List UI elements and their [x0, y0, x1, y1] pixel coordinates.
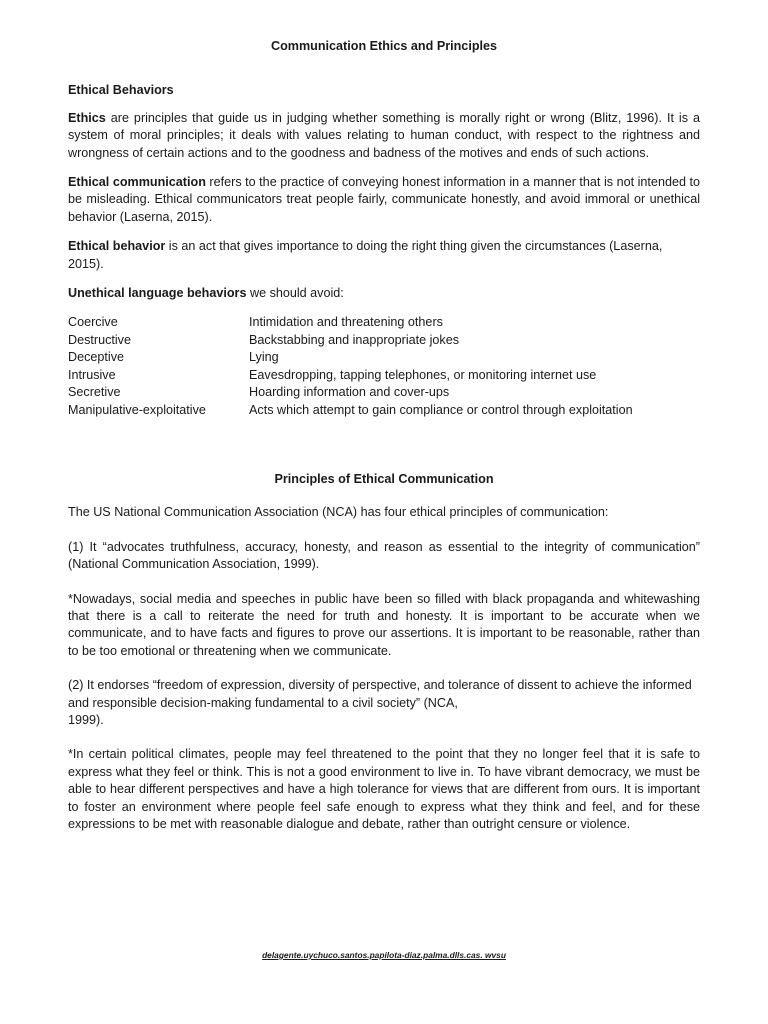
behavior-row — [68, 314, 700, 331]
paragraph-nca-intro: The US National Communication Association (NCA) has four ethical principles of communication: — [68, 505, 609, 520]
paragraph-principle-2-note: *In certain political climates, people may feel threatened to the point that they no longer feel that it is safe to express what they feel or think. This is not a good environment to live in. To have vibrant democracy, we must be able to hear different perspectives and have a high tolerance for views that are different from ours. It is important to foster an environment where people feel safe enough to express what they think and feel, and for these expressions to be met with reasonable dialogue and debate, rather than outright censure or violence. — [68, 747, 700, 831]
behavior-row — [68, 332, 700, 349]
term-ethical-behavior: Ethical behavior — [68, 239, 166, 254]
definition-ethical-behavior: is an act that gives importance to doing the right thing given the circumstances (Laserna, 2015). — [68, 239, 663, 271]
section-heading-principles: Principles of Ethical Communication — [274, 471, 494, 486]
principle-2-year: 1999). — [68, 712, 104, 727]
unethical-intro-text: we should avoid: — [246, 286, 344, 301]
behavior-term: Deceptive — [68, 350, 125, 365]
paragraph-principle-2 — [68, 677, 700, 729]
behavior-row — [68, 367, 700, 384]
behavior-term: Coercive — [68, 315, 118, 330]
behavior-description: Acts which attempt to gain compliance or control through exploitation — [249, 402, 633, 417]
behavior-description: Backstabbing and inappropriate jokes — [249, 332, 460, 347]
behavior-description: Intimidation and threatening others — [249, 315, 443, 330]
behavior-row — [68, 349, 700, 366]
behavior-term: Secretive — [68, 385, 121, 400]
document-title: Communication Ethics and Principles — [270, 39, 498, 53]
definition-ethics: are principles that guide us in judging whether something is morally right or wrong (Blitz, 1996). It is a system of moral principles; it deals with values relating to human conduct, with respect to the rightness and wrongness of certain actions and to the goodness and badness of the motives and ends of such actions. — [68, 110, 700, 160]
definition-ethical-communication: refers to the practice of conveying honest information in a manner that is not intended to be misleading. Ethical communicators treat people fairly, communicate honestly, and avoid immoral or unethical behavior (Laserna, 2015). — [68, 175, 700, 224]
behavior-description: Lying — [249, 350, 279, 365]
document-footer: delagente.uychuco.santos.papilota-diaz.palma.dlls.cas. wvsu — [262, 950, 506, 960]
term-ethical-communication: Ethical communication — [68, 175, 206, 190]
behavior-term: Manipulative-exploitative — [68, 402, 206, 417]
term-ethics: Ethics — [68, 110, 106, 125]
paragraph-ethical-communication — [68, 174, 700, 226]
behavior-row — [68, 384, 700, 401]
behavior-term: Intrusive — [68, 367, 116, 382]
behavior-row — [68, 402, 700, 419]
paragraph-ethical-behavior — [68, 238, 700, 273]
paragraph-unethical-intro — [68, 285, 700, 302]
behavior-description: Hoarding information and cover-ups — [249, 385, 450, 400]
paragraph-principle-1-note: *Nowadays, social media and speeches in public have been so filled with black propaganda and whitewashing that there is a call to reiterate the need for truth and honesty. It is important to be accurate when we communicate, and to have facts and figures to prove our assertions. It is important to be reasonable, rather than to be too emotional or threatening when we communicate. — [68, 591, 700, 658]
unethical-behaviors-list — [68, 314, 700, 418]
paragraph-principle-1: (1) It “advocates truthfulness, accuracy, honesty, and reason as essential to the integrity of communication” (National Communication Association, 1999). — [68, 539, 700, 572]
paragraph-ethics — [68, 110, 700, 162]
behavior-description: Eavesdropping, tapping telephones, or monitoring internet use — [249, 367, 597, 382]
section-heading-ethical-behaviors: Ethical Behaviors — [68, 83, 174, 98]
principle-2-text: (2) It endorses “freedom of expression, diversity of perspective, and tolerance of dissent to achieve the informed and responsible decision-making fundamental to a civil society” (NCA, — [68, 678, 692, 710]
term-unethical-behaviors: Unethical language behaviors — [68, 286, 247, 301]
behavior-term: Destructive — [68, 332, 131, 347]
